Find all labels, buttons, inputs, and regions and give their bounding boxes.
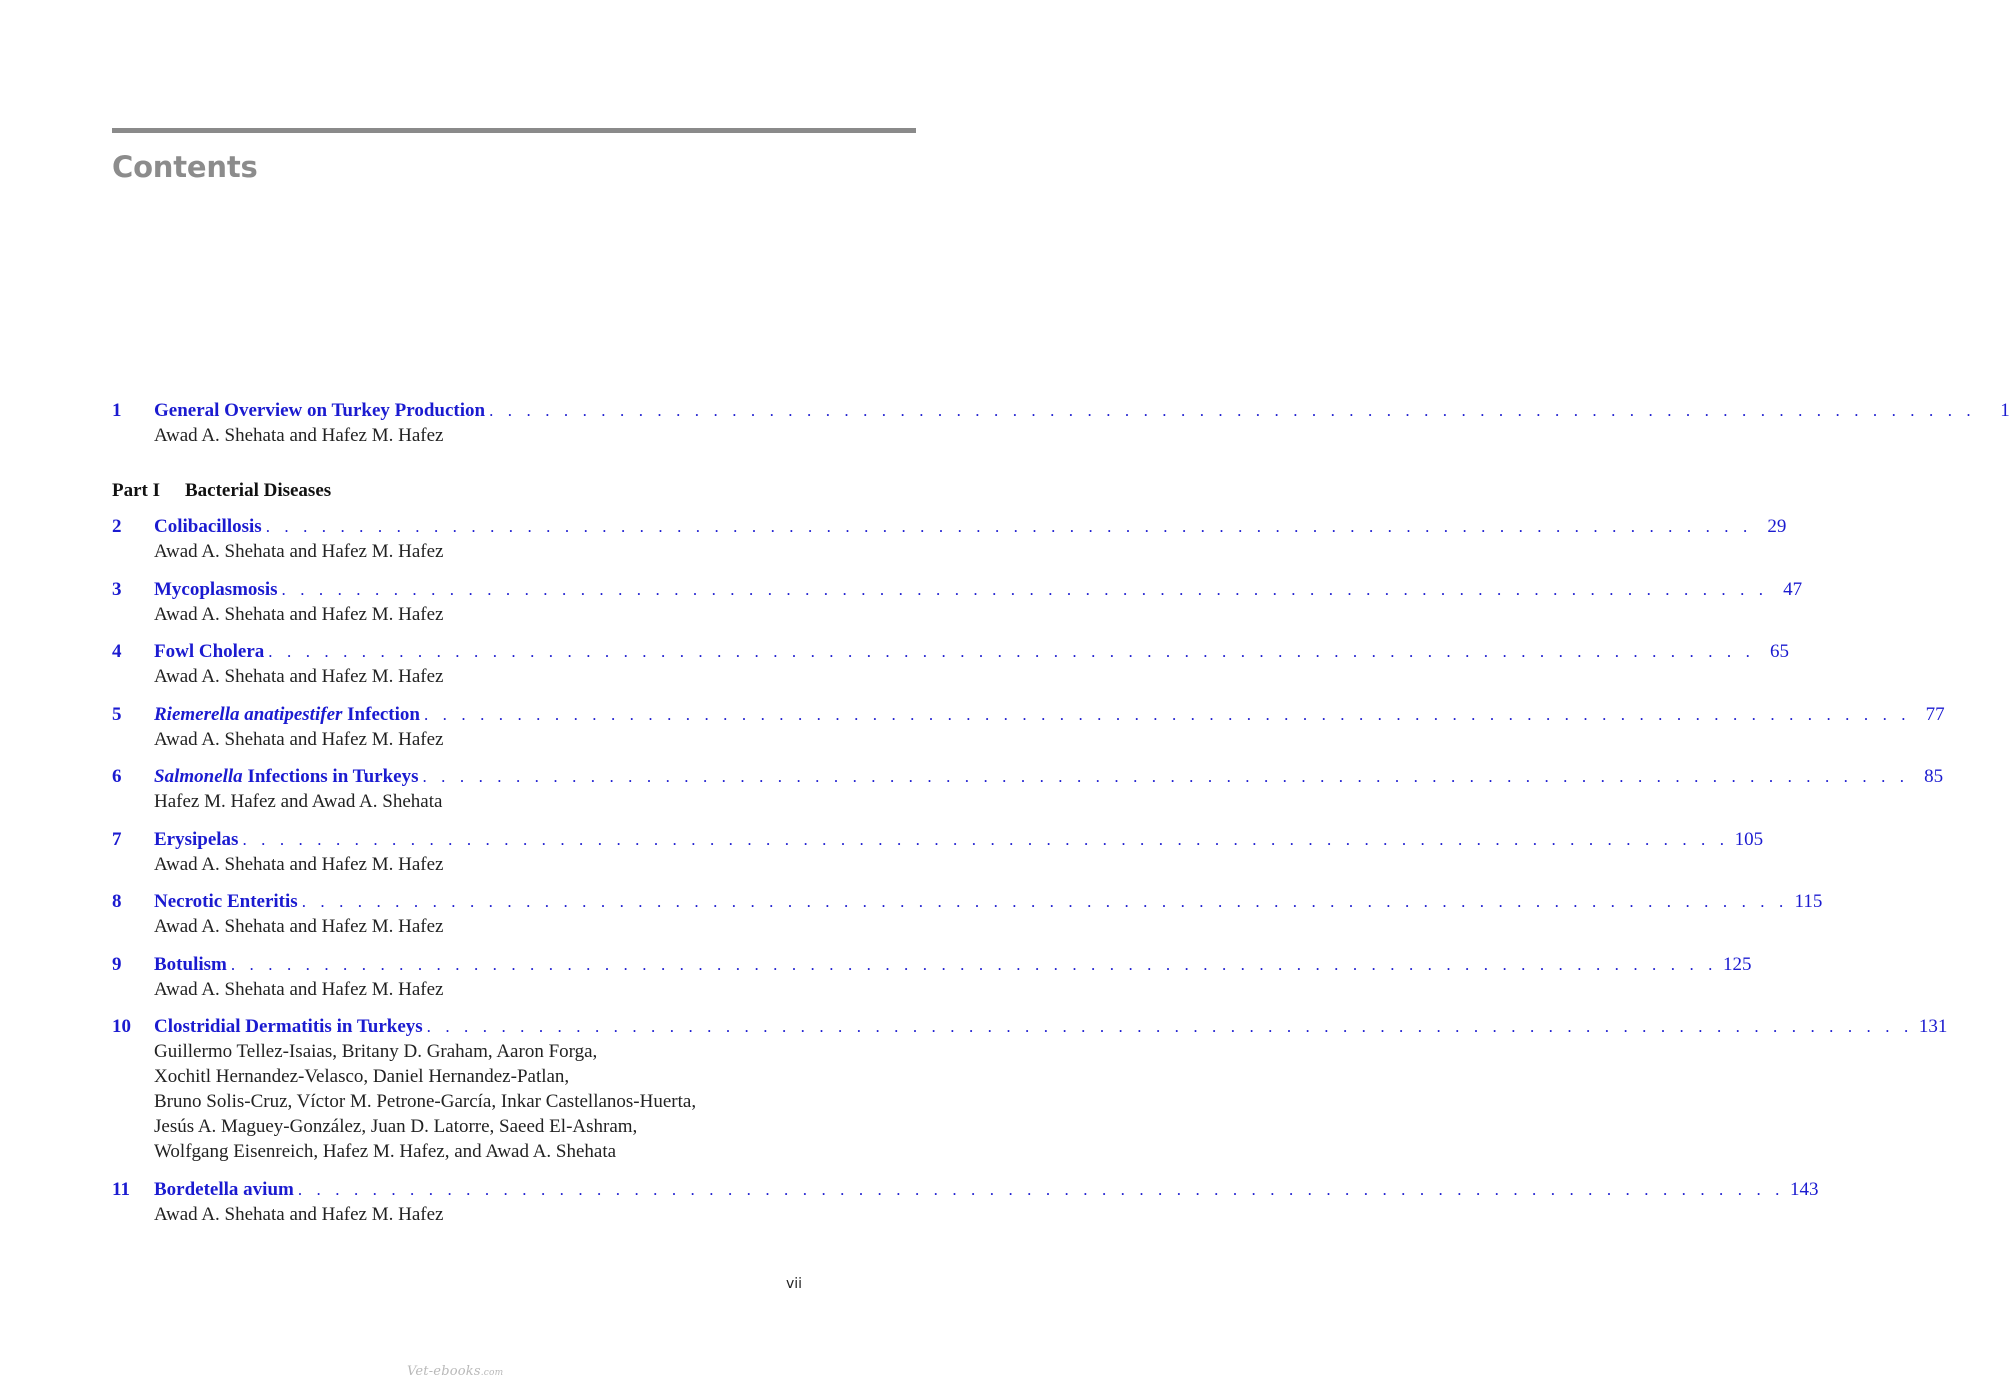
chapter-page-number[interactable]: 29 (1767, 516, 1787, 537)
chapter-authors (154, 539, 804, 564)
chapter-page-number[interactable]: 47 (1783, 578, 1803, 600)
dot-leader: . . . . . . . . . . . . . . . . . . . . . . . . . . . . . . . . . . . . . . . . . . . . . . . . . . . . . . . . . . . . . . . . . . . . . . . . . . . . . . . . (489, 401, 1976, 420)
chapter-number: 4 (112, 641, 122, 662)
chapter-title-text: Mycoplasmosis (154, 578, 278, 600)
chapter-page-number[interactable]: 125 (1723, 953, 1752, 975)
author-line: Bruno Solis-Cruz, Víctor M. Petrone-García, Inkar Castellanos-Huerta, (154, 1091, 697, 1112)
chapter-number: 6 (112, 766, 122, 787)
dot-leader: . . . . . . . . . . . . . . . . . . . . . . . . . . . . . . . . . . . . . . . . . . . . . . . . . . . . . . . . . . . . . . . . . . . . . . . . . . . . . . . . (265, 517, 1753, 536)
toc-entry (112, 398, 2010, 448)
dot-leader: . . . . . . . . . . . . . . . . . . . . . . . . . . . . . . . . . . . . . . . . . . . . . . . . . . . . . . . . . . . . . . . . . . . . . . . . . . . . . . . . (423, 704, 1911, 724)
chapter-number: 10 (112, 1016, 131, 1037)
chapter-page-number[interactable]: 77 (1925, 703, 1945, 725)
page-title: Contents (112, 150, 258, 184)
chapter-number: 5 (112, 703, 122, 725)
chapter-page-number[interactable]: 65 (1769, 641, 1789, 662)
chapter-title-text: General Overview on Turkey Production (154, 400, 486, 421)
chapter-title-text: Colibacillosis (154, 516, 262, 537)
toc-entry (112, 577, 1803, 627)
dot-leader: . . . . . . . . . . . . . . . . . . . . . . . . . . . . . . . . . . . . . . . . . . . . . . . . . . . . . . . . . . . . . . . . . . . . . . . . . . . . . . . . (230, 954, 1718, 974)
chapter-authors (154, 727, 804, 752)
toc-entry (112, 764, 1944, 814)
chapter-title-text: Erysipelas (154, 828, 239, 850)
dot-leader: . . . . . . . . . . . . . . . . . . . . . . . . . . . . . . . . . . . . . . . . . . . . . . . . . . . . . . . . . . . . . . . . . . . . . . . . . . . . . . . . (281, 579, 1769, 599)
toc-entry-link[interactable] (112, 952, 1752, 977)
dot-leader: . . . . . . . . . . . . . . . . . . . . . . . . . . . . . . . . . . . . . . . . . . . . . . . . . . . . . . . . . . . . . . . . . . . . . . . . . . . . . . . . (268, 642, 1755, 661)
part-title: Bacterial Diseases (185, 480, 332, 501)
chapter-number: 2 (112, 516, 122, 537)
toc-entry (112, 639, 1789, 689)
chapter-title[interactable] (154, 398, 489, 423)
author-line: Wolfgang Eisenreich, Hafez M. Hafez, and Awad A. Shehata (154, 1141, 617, 1162)
chapter-title[interactable] (154, 514, 266, 539)
toc-entry (112, 1014, 1948, 1164)
toc-entry (112, 952, 1752, 1002)
chapter-number: 8 (112, 891, 122, 912)
watermark-logo (407, 1364, 503, 1379)
chapter-title[interactable] (154, 702, 424, 727)
author-line: Awad A. Shehata and Hafez M. Hafez (154, 1203, 444, 1225)
dot-leader: . . . . . . . . . . . . . . . . . . . . . . . . . . . . . . . . . . . . . . . . . . . . . . . . . . . . . . . . . . . . . . . . . . . . . . . . . . . . . . . . (242, 829, 1730, 849)
toc-entry-link[interactable] (112, 1014, 1948, 1039)
toc-entry-link[interactable] (112, 889, 1823, 914)
author-line: Guillermo Tellez-Isaias, Britany D. Graham, Aaron Forga, (154, 1041, 598, 1062)
table-of-contents (112, 398, 2010, 1239)
chapter-title[interactable] (154, 952, 231, 977)
chapter-title-text: Clostridial Dermatitis in Turkeys (154, 1016, 423, 1037)
chapter-page-number[interactable]: 105 (1734, 828, 1764, 850)
part-label: Part I (112, 480, 161, 501)
toc-entry-link[interactable] (112, 1177, 1819, 1202)
chapter-title-text: Bordetella avium (154, 1178, 294, 1200)
chapter-authors (154, 1039, 804, 1164)
dot-leader: . . . . . . . . . . . . . . . . . . . . . . . . . . . . . . . . . . . . . . . . . . . . . . . . . . . . . . . . . . . . . . . . . . . . . . . . . . . . . . . . (422, 767, 1910, 786)
dot-leader: . . . . . . . . . . . . . . . . . . . . . . . . . . . . . . . . . . . . . . . . . . . . . . . . . . . . . . . . . . . . . . . . . . . . . . . . . . . . . . . . (301, 892, 1789, 911)
top-rule (112, 128, 916, 133)
chapter-title[interactable] (154, 639, 268, 664)
author-line: Awad A. Shehata and Hafez M. Hafez (154, 978, 444, 1000)
toc-entry-link[interactable] (112, 702, 1945, 727)
chapter-title-text: Necrotic Enteritis (154, 891, 298, 912)
chapter-authors (154, 914, 804, 939)
toc-entry (112, 514, 1787, 564)
toc-entry (112, 1177, 1819, 1227)
chapter-title-text: Infections in Turkeys (242, 766, 419, 787)
chapter-number: 3 (112, 578, 122, 600)
part-heading (112, 478, 804, 503)
chapter-title-text: Infection (342, 703, 420, 725)
chapter-number: 7 (112, 828, 122, 850)
chapter-page-number[interactable]: 1 (2000, 400, 2010, 421)
toc-entry-link[interactable] (112, 764, 1944, 789)
page-number: vii (786, 1276, 803, 1292)
author-line: Awad A. Shehata and Hafez M. Hafez (154, 916, 444, 937)
toc-entry (112, 827, 1764, 877)
chapter-page-number[interactable]: 85 (1924, 766, 1944, 787)
chapter-title-text: Botulism (154, 953, 227, 975)
chapter-page-number[interactable]: 115 (1794, 891, 1823, 912)
chapter-authors (154, 977, 804, 1002)
chapter-title-italic: Riemerella anatipestifer (154, 703, 343, 725)
chapter-number: 11 (112, 1178, 130, 1200)
chapter-title[interactable] (154, 889, 302, 914)
chapter-title-italic: Salmonella (154, 766, 243, 787)
watermark-text: Vet-ebooks (407, 1364, 481, 1379)
chapter-title[interactable] (154, 827, 242, 852)
chapter-authors (154, 852, 804, 877)
chapter-title[interactable] (154, 1177, 298, 1202)
author-line: Awad A. Shehata and Hafez M. Hafez (154, 603, 444, 625)
toc-entry-link[interactable] (112, 577, 1803, 602)
dot-leader: . . . . . . . . . . . . . . . . . . . . . . . . . . . . . . . . . . . . . . . . . . . . . . . . . . . . . . . . . . . . . . . . . . . . . . . . . . . . . . . . (426, 1017, 1914, 1036)
dot-leader: . . . . . . . . . . . . . . . . . . . . . . . . . . . . . . . . . . . . . . . . . . . . . . . . . . . . . . . . . . . . . . . . . . . . . . . . . . . . . . . . (297, 1179, 1785, 1199)
author-line: Awad A. Shehata and Hafez M. Hafez (154, 541, 444, 562)
chapter-page-number[interactable]: 143 (1790, 1178, 1819, 1200)
chapter-authors (154, 1202, 804, 1227)
chapter-title[interactable] (154, 577, 282, 602)
watermark-suffix: .com (480, 1368, 504, 1378)
author-line: Awad A. Shehata and Hafez M. Hafez (154, 853, 444, 875)
chapter-title[interactable] (154, 764, 422, 789)
author-line: Awad A. Shehata and Hafez M. Hafez (154, 728, 444, 750)
toc-entry-link[interactable] (112, 639, 1789, 664)
toc-entry-link[interactable] (112, 827, 1764, 852)
chapter-title-text: Fowl Cholera (154, 641, 265, 662)
chapter-authors (154, 423, 804, 448)
chapter-authors (154, 789, 804, 814)
author-line: Xochitl Hernandez-Velasco, Daniel Hernandez-Patlan, (154, 1066, 570, 1087)
toc-entry-link[interactable] (112, 514, 1787, 539)
chapter-number: 1 (112, 400, 122, 421)
chapter-authors (154, 664, 804, 689)
toc-entry (112, 889, 1823, 939)
author-line: Jesús A. Maguey-González, Juan D. Latorre, Saeed El-Ashram, (154, 1116, 638, 1137)
chapter-authors (154, 602, 804, 627)
toc-entry (112, 702, 1945, 752)
toc-entry-link[interactable] (112, 398, 2010, 423)
chapter-title[interactable] (154, 1014, 427, 1039)
chapter-number: 9 (112, 953, 122, 975)
author-line: Hafez M. Hafez and Awad A. Shehata (154, 791, 443, 812)
author-line: Awad A. Shehata and Hafez M. Hafez (154, 666, 444, 687)
author-line: Awad A. Shehata and Hafez M. Hafez (154, 425, 444, 446)
chapter-page-number[interactable]: 131 (1918, 1016, 1948, 1037)
